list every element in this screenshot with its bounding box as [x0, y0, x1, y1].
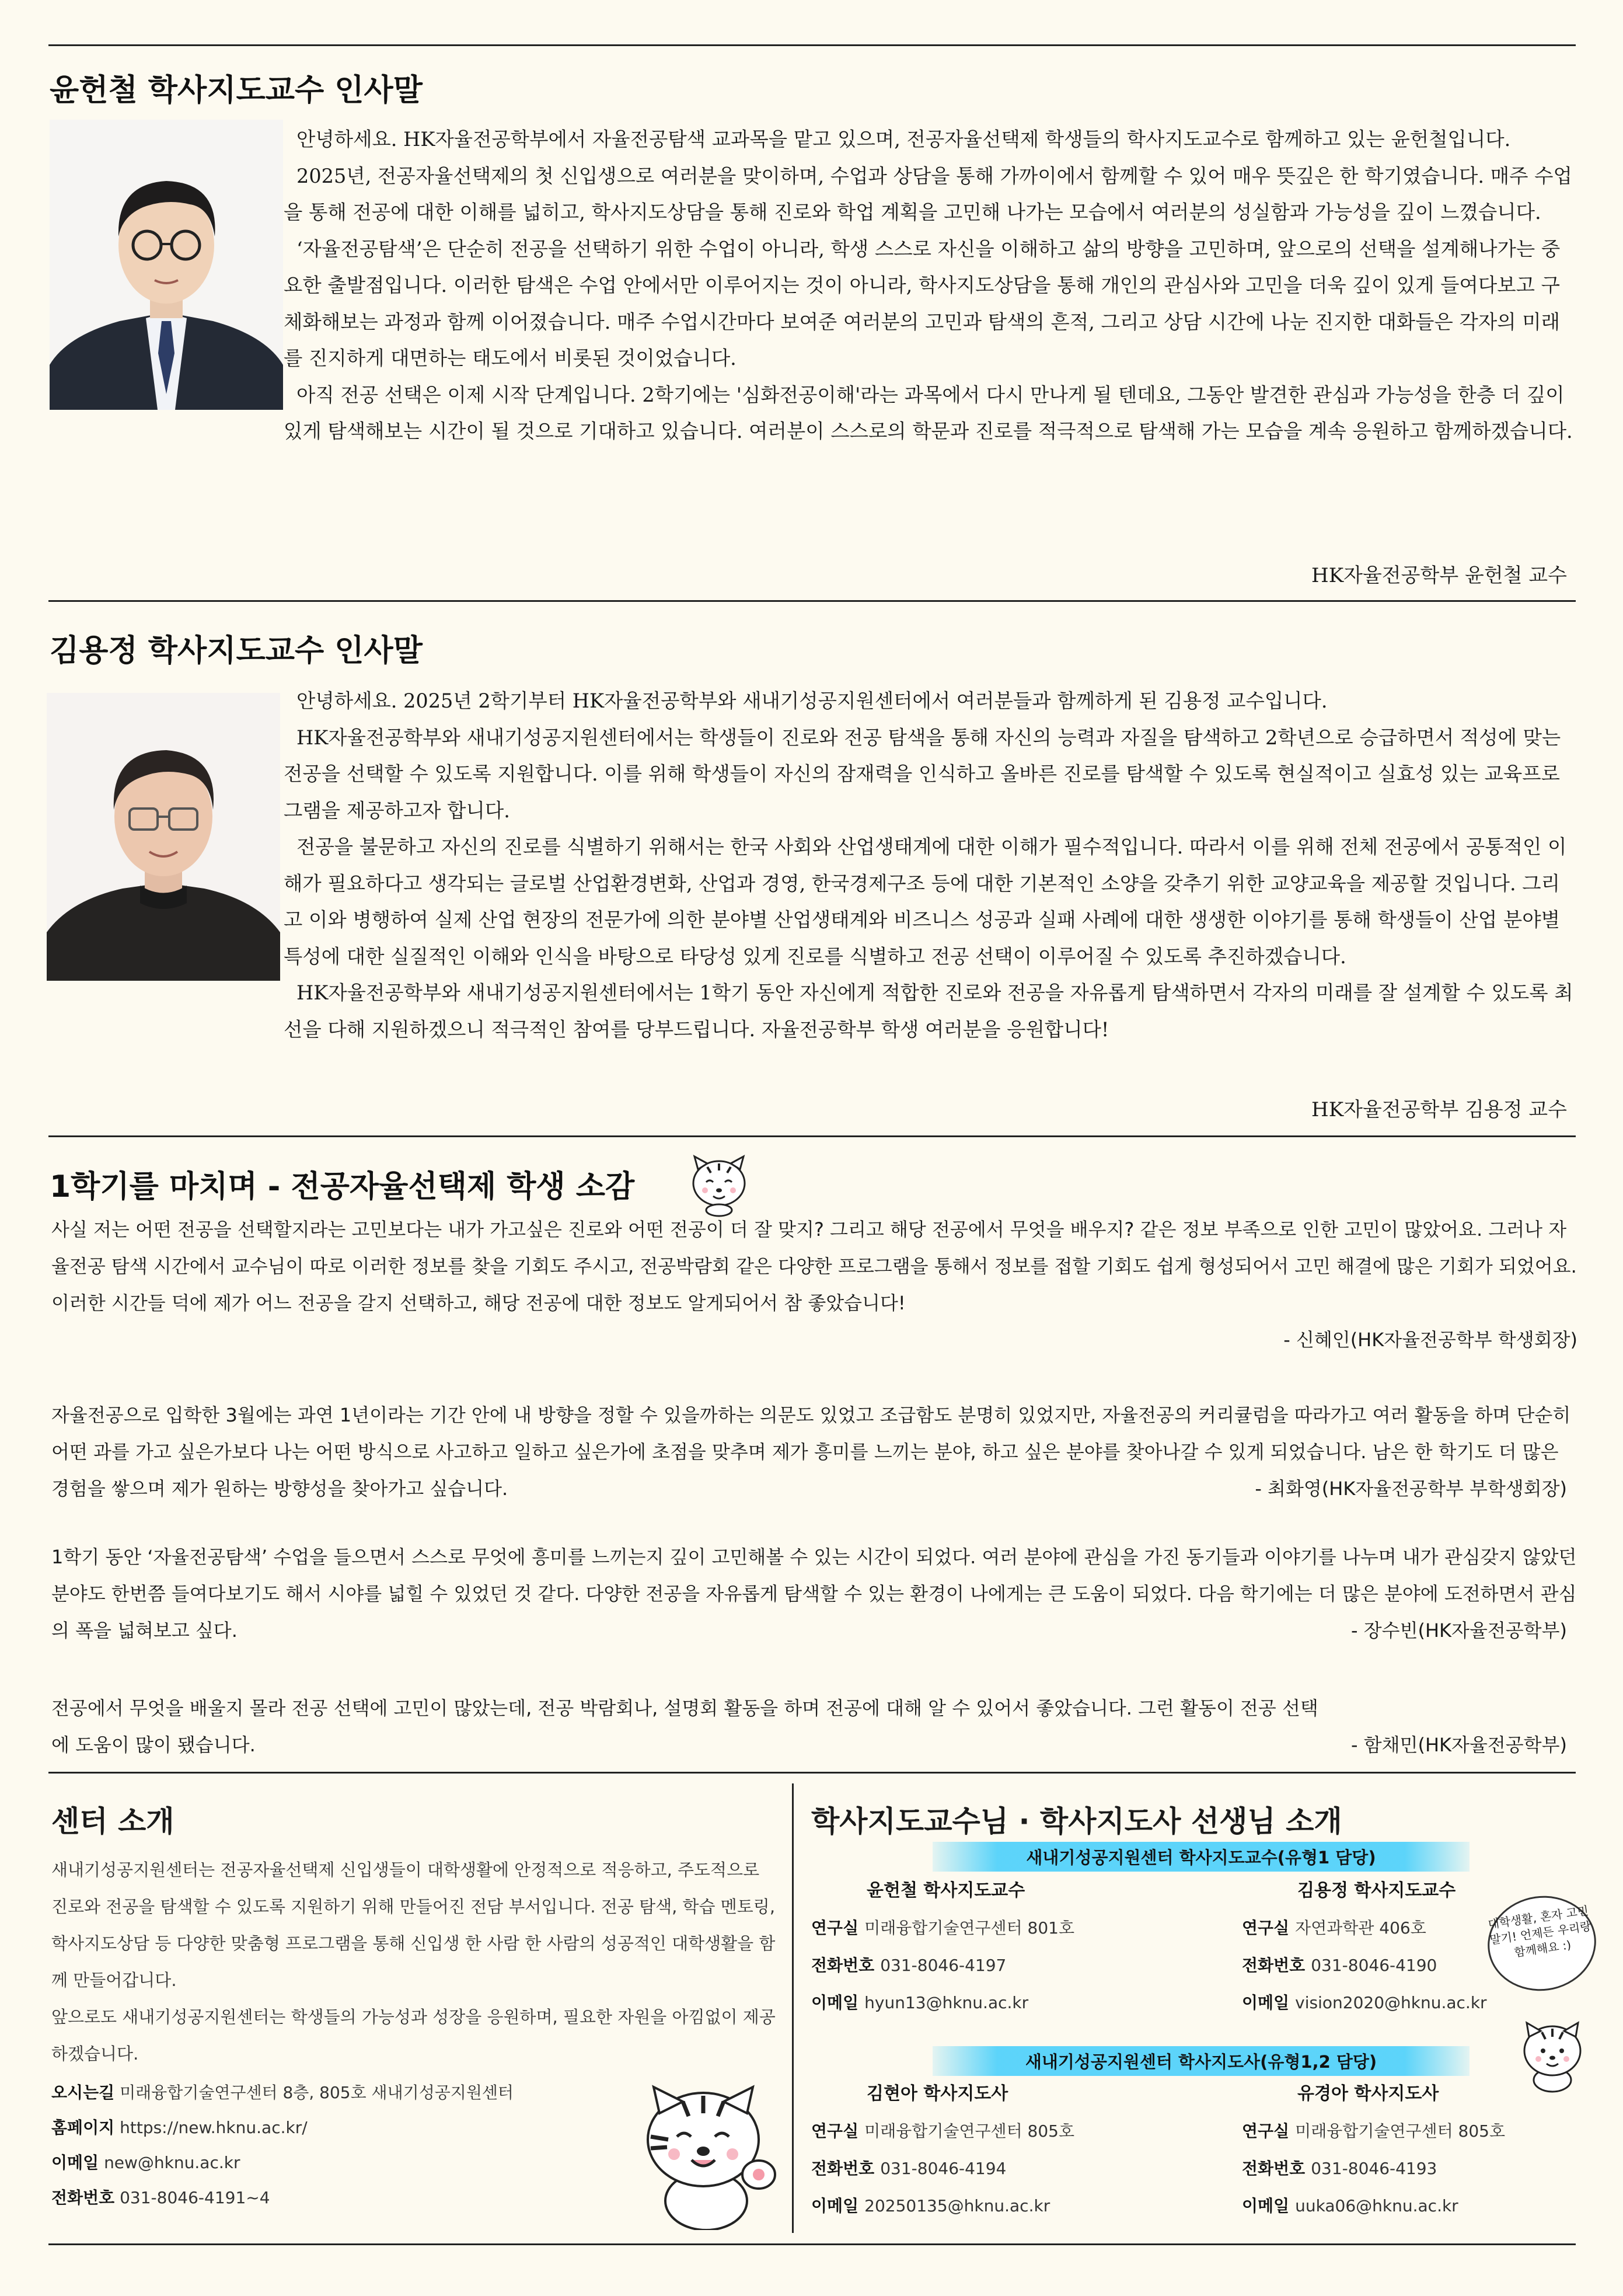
- staff-group2-label: 새내기성공지원센터 학사지도사(유형1,2 담당): [933, 2046, 1470, 2076]
- tiger-mascot-icon: [627, 2072, 785, 2230]
- review-text: 1학기 동안 ‘자율전공탐색’ 수업을 들으면서 스스로 무엇에 흥미를 느끼는지 깊이 고민해볼 수 있는 시간이 되었다. 여러 분야에 관심을 가진 동기들과 이야기를 나누며 내가 관심갖지 않았던 분야도 한번쯤 들여다보기도 해서 시야를 넓힐 수 있었던 것 같다. 다양한 전공을 자유롭게 탐색할 수 있는 환경이 나에게는 큰 도움이 되었다. 다음 학기에는 더 많은 분야에 도전하면서 관심의 폭을 넓혀보고 싶다.: [51, 1546, 1577, 1642]
- staff-email: 이메일 hyun13@hknu.ac.kr: [811, 1993, 1029, 2012]
- center-info: [51, 2075, 514, 2215]
- center-location: 오시는길 미래융합기술연구센터 8층, 805호 새내기성공지원센터: [51, 2083, 514, 2102]
- staff-room: 연구실 미래융합기술연구센터 801호: [811, 1918, 1075, 1938]
- greeting2-paragraph: 안녕하세요. 2025년 2학기부터 HK자율전공학부와 새내기성공지원센터에서 여러분들과 함께하게 된 김용정 교수입니다.: [296, 689, 1328, 712]
- review-author: - 장수빈(HK자율전공학부): [1351, 1619, 1567, 1642]
- staff-room: 연구실 미래융합기술연구센터 805호: [811, 2121, 1075, 2141]
- staff-card-yoo: [1242, 2075, 1505, 2225]
- section-rule: [48, 1135, 1576, 1137]
- center-phone: 전화번호 031-8046-4191~4: [51, 2188, 270, 2207]
- review-author: - 함채민(HK자율전공학부): [1351, 1734, 1567, 1756]
- tiger-mascot-icon: [1517, 2017, 1587, 2093]
- email-link[interactable]: new@hknu.ac.kr: [104, 2153, 240, 2172]
- email-link[interactable]: hyun13@hknu.ac.kr: [864, 1993, 1029, 2012]
- review-text: 자율전공으로 입학한 3월에는 과연 1년이라는 기간 안에 내 방향을 정할 수 있을까하는 의문도 있었고 조급함도 분명히 있었지만, 자율전공의 커리큘럼을 따라가고 여러 활동을 하며 단순히 어떤 과를 가고 싶은가보다 나는 어떤 방식으로 사고하고 일하고 싶은가에 초점을 맞추며 제가 흥미를 느끼는 분야, 하고 싶은 분야를 찾아나갈 수 있게 되었습니다. 남은 한 학기도 더 많은 경험을 쌓으며 제가 원하는 방향성을 찾아가고 싶습니다.: [51, 1404, 1571, 1500]
- staff-room: 연구실 자연과학관 406호: [1242, 1918, 1426, 1938]
- greeting2-paragraph: HK자율전공학부와 새내기성공지원센터에서는 1학기 동안 자신에게 적합한 진로와 전공을 자유롭게 탐색하면서 각자의 미래를 잘 설계할 수 있도록 최선을 다해 지원하겠으니 적극적인 참여를 당부드립니다. 자율전공학부 학생 여러분을 응원합니다!: [284, 981, 1573, 1041]
- top-rule: [48, 44, 1576, 46]
- reviews-title: 1학기를 마치며 - 전공자율선택제 학생 소감: [50, 1169, 635, 1204]
- center-homepage: 홈페이지 https://new.hknu.ac.kr/: [51, 2118, 308, 2137]
- staff-name: 김현아 학사지도사: [867, 2084, 1008, 2104]
- staff-email: 이메일 20250135@hknu.ac.kr: [811, 2196, 1050, 2215]
- bottom-rule: [48, 2243, 1576, 2245]
- greeting1-paragraph: 안녕하세요. HK자율전공학부에서 자율전공탐색 교과목을 맡고 있으며, 전공자율선택제 학생들의 학사지도교수로 함께하고 있는 윤헌철입니다.: [296, 128, 1511, 151]
- homepage-link[interactable]: https://new.hknu.ac.kr/: [120, 2118, 308, 2137]
- staff-phone: 전화번호 031-8046-4194: [811, 2159, 1007, 2178]
- greeting2-paragraph: HK자율전공학부와 새내기성공지원센터에서는 학생들이 진로와 전공 탐색을 통해 자신의 능력과 자질을 탐색하고 2학년으로 승급하면서 적성에 맞는 전공을 선택할 수 있도록 지원합니다. 이를 위해 학생들이 자신의 잠재력을 인식하고 올바른 진로를 탐색할 수 있도록 현실적이고 실효성 있는 교육프로그램을 제공하고자 합니다.: [284, 726, 1561, 822]
- greeting1-title: 윤헌철 학사지도교수 인사말: [50, 73, 423, 108]
- greeting2-signature: HK자율전공학부 김용정 교수: [1311, 1098, 1567, 1121]
- staff-name: 윤헌철 학사지도교수: [867, 1880, 1025, 1901]
- staff-phone: 전화번호 031-8046-4190: [1242, 1956, 1437, 1975]
- staff-email: 이메일 uuka06@hknu.ac.kr: [1242, 2196, 1458, 2215]
- center-desc-2: 앞으로도 새내기성공지원센터는 학생들의 가능성과 성장을 응원하며, 필요한 자원을 아낌없이 제공하겠습니다.: [51, 2007, 776, 2064]
- professor-photo-yun: [50, 120, 283, 410]
- staff-name: 유경아 학사지도사: [1297, 2084, 1439, 2104]
- section-rule: [48, 1772, 1576, 1774]
- center-email: 이메일 new@hknu.ac.kr: [51, 2153, 240, 2172]
- staff-phone: 전화번호 031-8046-4193: [1242, 2159, 1437, 2178]
- greeting2-body: [284, 683, 1576, 1048]
- greeting1-body: [284, 121, 1576, 450]
- staff-room: 연구실 미래융합기술연구센터 805호: [1242, 2121, 1506, 2141]
- greeting2-paragraph: 전공을 불문하고 자신의 진로를 식별하기 위해서는 한국 사회와 산업생태계에 대한 이해가 필수적입니다. 따라서 이를 위해 전체 전공에서 공통적인 이해가 필요하다고 생각되는 글로벌 산업환경변화, 산업과 경영, 한국경제구조 등에 대한 기본적인 소양을 갖추기 위한 교양교육을 제공할 것입니다. 그리고 이와 병행하여 실제 산업 현장의 전문가에 의한 분야별 산업생태계와 비즈니스 성공과 실패 사례에 대한 생생한 이야기를 통해 학생들이 산업 분야별 특성에 대한 실질적인 이해와 인식을 바탕으로 타당성 있게 진로를 식별하고 전공 선택이 이루어질 수 있도록 추진하겠습니다.: [284, 835, 1567, 968]
- tiger-mascot-icon: [684, 1147, 754, 1217]
- review-author: - 신혜인(HK자율전공학부 학생회장): [1283, 1329, 1577, 1351]
- review-text: 전공에서 무엇을 배울지 몰라 전공 선택에 고민이 많았는데, 전공 박람회나, 설명회 활동을 하며 전공에 대해 알 수 있어서 좋았습니다. 그런 활동이 전공 선택에 도움이 많이 됐습니다.: [51, 1697, 1318, 1756]
- staff-group1-label: 새내기성공지원센터 학사지도교수(유형1 담당): [933, 1842, 1470, 1872]
- center-description: [51, 1852, 781, 2072]
- email-link[interactable]: 20250135@hknu.ac.kr: [864, 2196, 1050, 2215]
- professor-photo-kim: [47, 693, 280, 981]
- staff-card-kim-yj: [1242, 1872, 1487, 2022]
- staff-card-yun: [811, 1872, 1074, 2022]
- staff-email: 이메일 vision2020@hknu.ac.kr: [1242, 1993, 1487, 2012]
- greeting2-title: 김용정 학사지도교수 인사말: [50, 633, 423, 668]
- email-link[interactable]: vision2020@hknu.ac.kr: [1295, 1993, 1487, 2012]
- greeting1-signature: HK자율전공학부 윤헌철 교수: [1311, 564, 1567, 587]
- staff-card-kim-ha: [811, 2075, 1074, 2225]
- staff-phone: 전화번호 031-8046-4197: [811, 1956, 1007, 1975]
- review-text: 사실 저는 어떤 전공을 선택할지라는 고민보다는 내가 가고싶은 진로와 어떤 전공이 더 잘 맞지? 그리고 해당 전공에서 무엇을 배우지? 같은 정보 부족으로 인한 고민이 많았어요. 그러나 자율전공 탐색 시간에서 교수님이 따로 이러한 정보를 찾을 기회도 주시고, 전공박람회 같은 다양한 프로그램을 통해서 정보를 접할 기회도 쉽게 형성되어서 고민 해결에 많은 기회가 되었어요. 이러한 시간들 덕에 제가 어느 전공을 갈지 선택하고, 해당 전공에 대한 정보도 알게되어서 참 좋았습니다!: [51, 1218, 1577, 1314]
- review-author: - 최화영(HK자율전공학부 부학생회장): [1255, 1478, 1567, 1500]
- staff-name: 김용정 학사지도교수: [1297, 1880, 1456, 1901]
- review-item-1: [51, 1211, 1577, 1358]
- email-link[interactable]: uuka06@hknu.ac.kr: [1295, 2196, 1458, 2215]
- speech-bubble: 대학생활, 혼자 고민 말기! 언제든 우리랑 함께해요 :): [1482, 1889, 1603, 1998]
- column-divider: [792, 1783, 794, 2233]
- center-desc-1: 새내기성공지원센터는 전공자율선택제 신입생들이 대학생활에 안정적으로 적응하고, 주도적으로 진로와 전공을 탐색할 수 있도록 지원하기 위해 만들어진 전담 부서입니다. 전공 탐색, 학습 멘토링, 학사지도상담 등 다양한 맞춤형 프로그램을 통해 신입생 한 사람 한 사람의 성공적인 대학생활을 함께 만들어갑니다.: [51, 1860, 776, 1990]
- greeting1-paragraph: 2025년, 전공자율선택제의 첫 신입생으로 여러분을 맞이하며, 수업과 상담을 통해 가까이에서 함께할 수 있어 매우 뜻깊은 한 학기였습니다. 매주 수업을 통해 전공에 대한 이해를 넓히고, 학사지도상담을 통해 진로와 학업 계획을 고민해 나가는 모습에서 여러분의 성실함과 가능성을 깊이 느꼈습니다.: [284, 164, 1572, 224]
- staff-title: 학사지도교수님 · 학사지도사 선생님 소개: [811, 1804, 1342, 1838]
- greeting1-paragraph: ‘자율전공탐색’은 단순히 전공을 선택하기 위한 수업이 아니라, 학생 스스로 자신을 이해하고 삶의 방향을 고민하며, 앞으로의 선택을 설계해나가는 중요한 출발점입니다. 이러한 탐색은 수업 안에서만 이루어지는 것이 아니라, 학사지도상담을 통해 개인의 관심사와 고민을 더욱 깊이 있게 들여다보고 구체화해보는 과정과 함께 이어졌습니다. 매주 수업시간마다 보여준 여러분의 고민과 탐색의 흔적, 그리고 상담 시간에 나눈 진지한 대화들은 각자의 미래를 진지하게 대면하는 태도에서 비롯된 것이었습니다.: [284, 237, 1561, 370]
- center-title: 센터 소개: [51, 1804, 174, 1838]
- section-rule: [48, 600, 1576, 602]
- greeting1-paragraph: 아직 전공 선택은 이제 시작 단계입니다. 2학기에는 '심화전공이해'라는 과목에서 다시 만나게 될 텐데요, 그동안 발견한 관심과 가능성을 한층 더 깊이 있게 탐색해보는 시간이 될 것으로 기대하고 있습니다. 여러분이 스스로의 학문과 진로를 적극적으로 탐색해 가는 모습을 계속 응원하고 함께하겠습니다.: [284, 383, 1573, 443]
